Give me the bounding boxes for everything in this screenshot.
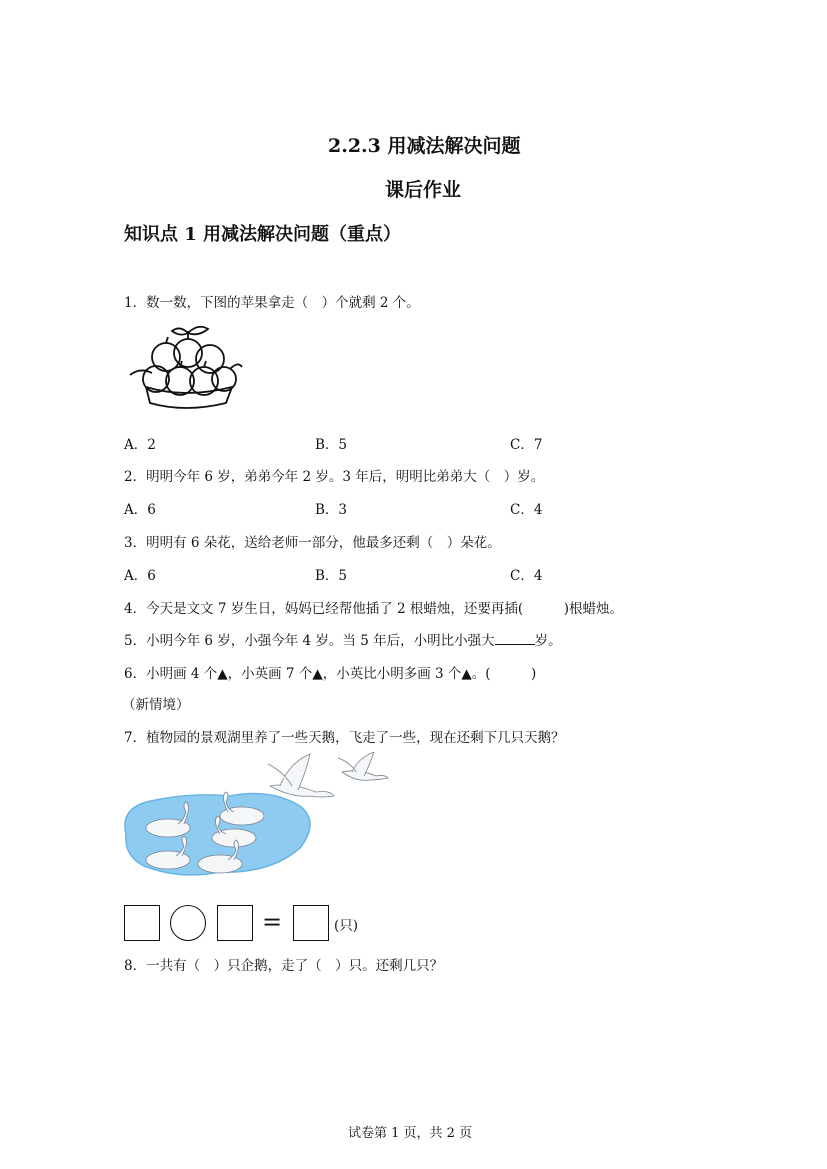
question-3-option-b[interactable]: B．5 bbox=[315, 568, 348, 584]
question-1-option-b[interactable]: B．5 bbox=[315, 437, 348, 453]
question-3-option-a[interactable]: A．6 bbox=[124, 568, 156, 584]
question-3-option-c[interactable]: C．4 bbox=[510, 568, 543, 584]
question-8-text: 8．一共有（ ）只企鹅，走了（ ）只。还剩几只？ bbox=[124, 958, 444, 974]
question-6-text: 6．小明画 4 个▲，小英画 7 个▲，小英比小明多画 3 个▲。( ) bbox=[124, 666, 537, 682]
answer-blank[interactable] bbox=[495, 632, 535, 645]
unit-label: (只) bbox=[334, 918, 359, 934]
question-2-option-b[interactable]: B．3 bbox=[315, 502, 348, 518]
question-7-text: 7．植物园的景观湖里养了一些天鹅，飞走了一些，现在还剩下几只天鹅？ bbox=[124, 730, 565, 746]
question-1-text: 1．数一数，下图的苹果拿走（ ）个就剩 2 个。 bbox=[124, 295, 420, 311]
question-4-text: 4．今天是文文 7 岁生日，妈妈已经帮他插了 2 根蜡烛，还要再插( )根蜡烛。 bbox=[124, 601, 623, 617]
question-2-option-c[interactable]: C．4 bbox=[510, 502, 543, 518]
new-context-label: （新情境） bbox=[122, 697, 190, 713]
page-title: 2.2.3 用减法解决问题 bbox=[328, 135, 521, 157]
question-1-option-a[interactable]: A．2 bbox=[124, 437, 156, 453]
question-5-text-before: 5．小明今年 6 岁，小强今年 4 岁。当 5 年后，小明比小强大 bbox=[124, 633, 495, 649]
equation-box-result[interactable] bbox=[293, 905, 329, 941]
question-2-option-a[interactable]: A．6 bbox=[124, 502, 156, 518]
page-subtitle: 课后作业 bbox=[385, 179, 462, 201]
question-2-text: 2．明明今年 6 岁，弟弟今年 2 岁。3 年后，明明比弟弟大（ ）岁。 bbox=[124, 469, 545, 485]
apple-basket-icon bbox=[126, 323, 244, 415]
question-5-text-after: 岁。 bbox=[534, 633, 562, 649]
swan-lake-icon bbox=[120, 752, 390, 882]
section-heading: 知识点 1 用减法解决问题（重点） bbox=[124, 224, 402, 245]
question-5-text bbox=[124, 629, 562, 649]
equation-box-2[interactable] bbox=[217, 905, 253, 941]
page-footer: 试卷第 1 页，共 2 页 bbox=[348, 1126, 473, 1141]
equation-box-1[interactable] bbox=[124, 905, 160, 941]
question-3-text: 3．明明有 6 朵花，送给老师一部分，他最多还剩（ ）朵花。 bbox=[124, 535, 501, 551]
operator-circle[interactable] bbox=[170, 905, 206, 941]
equals-sign: = bbox=[262, 908, 283, 936]
question-1-option-c[interactable]: C．7 bbox=[510, 437, 543, 453]
